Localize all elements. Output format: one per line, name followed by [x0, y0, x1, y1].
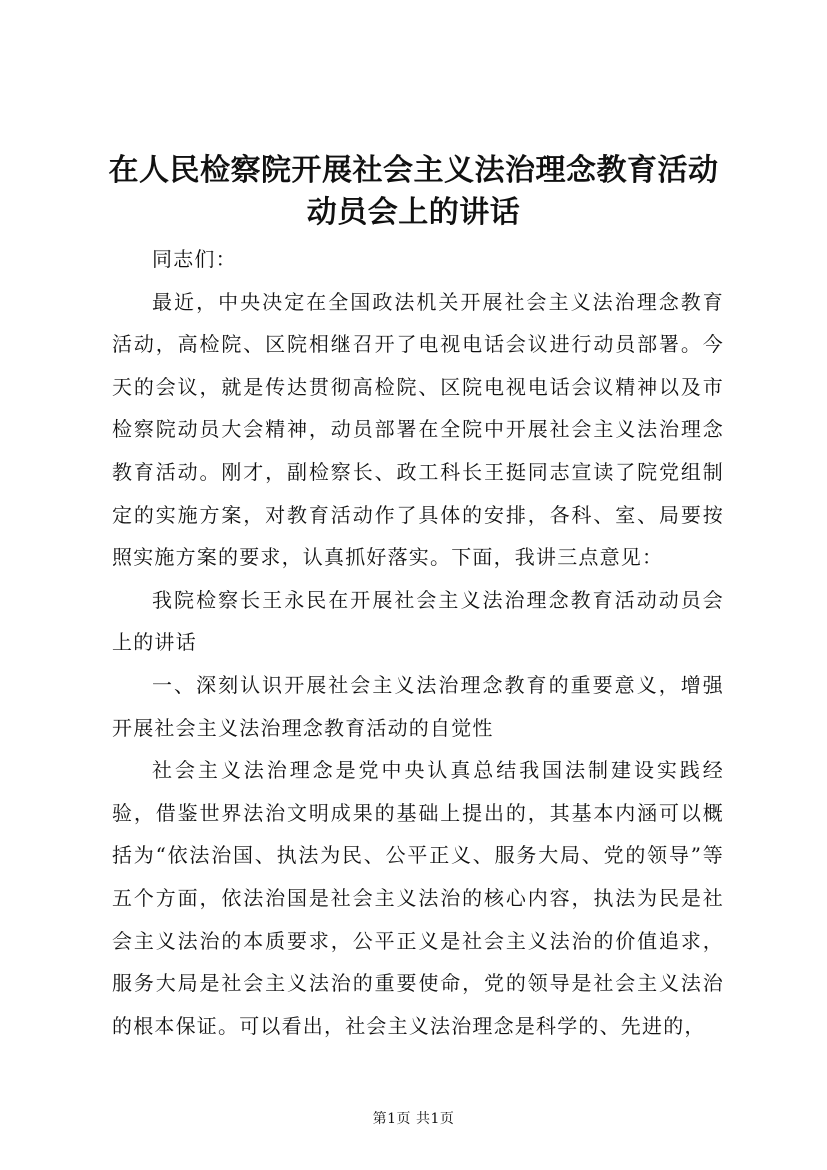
- document-body: [112, 238, 724, 1047]
- document-title-line-1: 在人民检察院开展社会主义法治理念教育活动: [108, 153, 719, 188]
- page-footer: 第1页 共1页: [372, 1111, 455, 1127]
- salutation: 同志们：: [152, 247, 237, 271]
- paragraph-1: 最近，中央决定在全国政法机关开展社会主义法治理念教育活动，高检院、区院相继召开了电视电话会议进行动员部署。今天的会议，就是传达贯彻高检院、区院电视电话会议精神以及市检察院动员大会精神，动员部署在全院中开展社会主义法治理念教育活动。刚才，副检察长、政工科长王挺同志宣读了院党组制定的实施方案，对教育活动作了具体的安排，各科、室、局要按照实施方案的要求，认真抓好落实。下面，我讲三点意见：: [112, 289, 724, 570]
- document-title-line-2: 动员会上的讲话: [306, 195, 521, 230]
- paragraph-3: 社会主义法治理念是党中央认真总结我国法制建设实践经验，借鉴世界法治文明成果的基础上提出的，其基本内涵可以概括为“依法治国、执法为民、公平正义、服务大局、党的领导”等五个方面，依法治国是社会主义法治的核心内容，执法为民是社会主义法治的本质要求，公平正义是社会主义法治的价值追求，服务大局是社会主义法治的重要使命，党的领导是社会主义法治的根本保证。可以看出，社会主义法治理念是科学的、先进的，: [112, 758, 724, 1038]
- section-heading-1: 一、深刻认识开展社会主义法治理念教育的重要意义，增强开展社会主义法治理念教育活动的自觉性: [112, 672, 724, 740]
- paragraph-2: 我院检察长王永民在开展社会主义法治理念教育活动动员会上的讲话: [112, 587, 724, 655]
